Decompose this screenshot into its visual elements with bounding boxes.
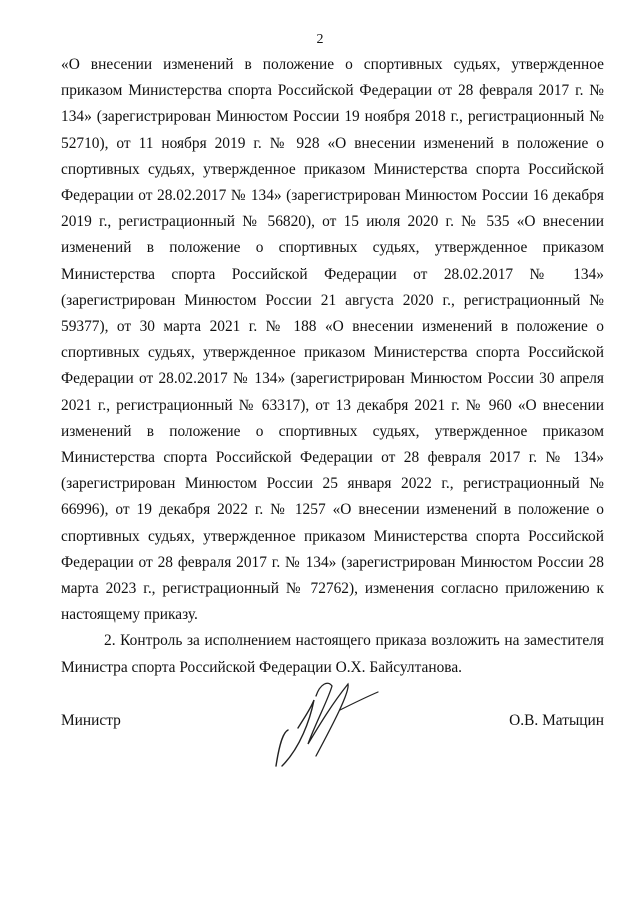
handwritten-signature [270,670,390,780]
page-number: 2 [316,32,324,47]
paragraph-amendments-list: «О внесении изменений в положение о спортивных судьях, утвержденное приказом Министерства спорта Российской Федерации от 28 февраля 2017 г. № 134» (зарегистрирован Минюстом России 19 ноября 2018 г., регистрационный № 52710), от 11 ноября 2019 г. № 928 «О внесении изменений в положение о спортивных судьях, утвержденное приказом Министерства спорта Российской Федерации от 28.02.2017 № 134» (зарегистрирован Минюстом России 16 декабря 2019 г., регистрационный № 56820), от 15 июля 2020 г. № 535 «О внесении изменений в положение о спортивных судьях, утвержденное приказом Министерства спорта Российской Федерации от 28.02.2017 № 134» (зарегистрирован Минюстом России 21 августа 2020 г., регистрационный № 59377), от 30 марта 2021 г. № 188 «О внесении изменений в положение о спортивных судьях, утвержденное приказом Министерства спорта Российской Федерации от 28.02.2017 № 134» (зарегистрирован Минюстом России 30 апреля 2021 г., регистрационный № 63317), от 13 декабря 2021 г. № 960 «О внесении изменений в положение о спортивных судьях, утвержденное приказом Министерства спорта Российской Федерации от 28 февраля 2017 г. № 134» (зарегистрирован Минюстом России 25 января 2022 г., регистрационный № 66996), от 19 декабря 2022 г. № 1257 «О внесении изменений в положение о спортивных судьях, утвержденное приказом Министерства спорта Российской Федерации от 28 февраля 2017 г. № 134» (зарегистрирован Минюстом России 28 марта 2023 г., регистрационный № 72762), изменения согласно приложению к настоящему приказу. [61,56,604,624]
signatory-name: О.В. Матыцин [509,712,604,729]
document-body [61,52,604,681]
signatory-title: Министр [61,712,121,729]
paragraph-control-clause: 2. Контроль за исполнением настоящего приказа возложить на заместителя Министра спорта Российской Федерации О.Х. Байсултанова. [61,632,604,676]
